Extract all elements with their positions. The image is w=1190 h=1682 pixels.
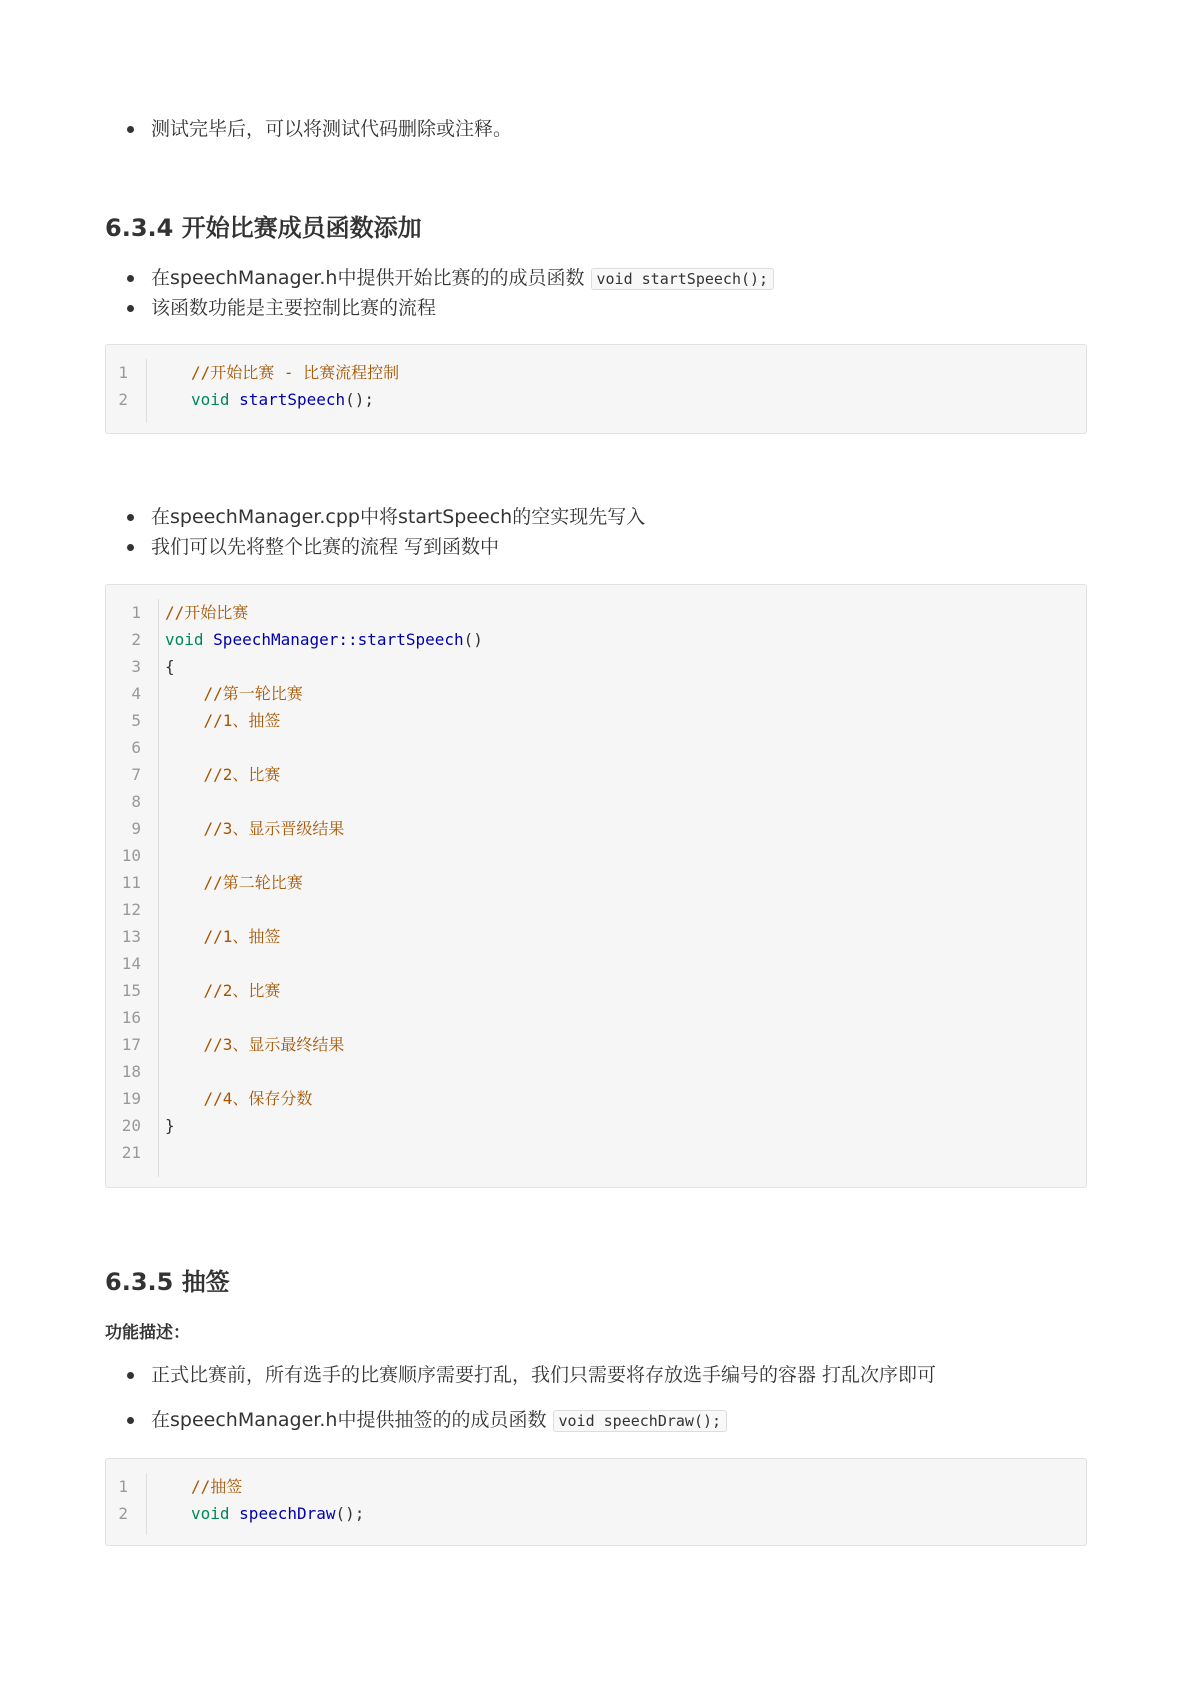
code-text: [165, 761, 280, 788]
inline-code: void speechDraw();: [553, 1410, 728, 1432]
code-text: [165, 680, 303, 707]
code-line: [106, 1031, 1086, 1058]
code-token: ();: [335, 1504, 365, 1523]
code-line: [106, 815, 1086, 842]
code-token: void: [165, 630, 214, 649]
code-text: [191, 359, 399, 386]
code-token: //4、保存分数: [165, 1089, 313, 1108]
code-token: //开始比赛 - 比赛流程控制: [191, 363, 400, 382]
line-number: 21: [121, 1143, 141, 1162]
line-number: 12: [121, 900, 141, 919]
line-number: 8: [131, 792, 141, 811]
code-token: void: [191, 1504, 240, 1523]
code-line: [106, 977, 1086, 1004]
code-line: [106, 788, 1086, 815]
code-text: [191, 1473, 242, 1500]
code-text: [191, 386, 374, 413]
line-number: 2: [131, 630, 141, 649]
code-line: [106, 1473, 1086, 1500]
list-item: 在speechManager.h中提供抽签的的成员函数 void speechDraw();: [105, 1405, 936, 1435]
code-token: //抽签: [191, 1477, 243, 1496]
code-token: void: [191, 390, 240, 409]
code-line: [106, 359, 1086, 386]
list-item: 正式比赛前，所有选手的比赛顺序需要打乱，我们只需要将存放选手编号的容器 打乱次序即可: [105, 1360, 936, 1390]
line-number: 5: [131, 711, 141, 730]
list-item: 测试完毕后，可以将测试代码删除或注释。: [105, 114, 512, 144]
code-text: [165, 653, 175, 680]
function-description-label: 功能描述：: [105, 1323, 190, 1343]
code-line: [106, 869, 1086, 896]
code-line: [106, 599, 1086, 626]
code-text: [165, 1112, 175, 1139]
line-number: 17: [121, 1035, 141, 1054]
section-heading-6-3-4: 6.3.4 开始比赛成员函数添加: [105, 214, 422, 242]
line-number: 9: [131, 819, 141, 838]
list-item: 我们可以先将整个比赛的流程 写到函数中: [105, 532, 645, 562]
code-line: [106, 842, 1086, 869]
list-item: 在speechManager.cpp中将startSpeech的空实现先写入: [105, 502, 645, 532]
line-number: 20: [121, 1116, 141, 1135]
code-line: [106, 626, 1086, 653]
list-item: 该函数功能是主要控制比赛的流程: [105, 293, 774, 323]
code-line: [106, 707, 1086, 734]
code-text: [165, 923, 280, 950]
section-635-list: [105, 1360, 936, 1435]
code-line: [106, 653, 1086, 680]
code-line: [106, 1139, 1086, 1166]
line-number: 11: [121, 873, 141, 892]
code-line: [106, 1112, 1086, 1139]
code-text: [165, 815, 344, 842]
code-text: [165, 626, 483, 653]
code-line: [106, 680, 1086, 707]
code-token: speechDraw: [239, 1504, 336, 1523]
code-line: [106, 734, 1086, 761]
list-item: 在speechManager.h中提供开始比赛的的成员函数 void startSpeech();: [105, 263, 774, 293]
code-line: [106, 923, 1086, 950]
line-number: 6: [131, 738, 141, 757]
code-line: [106, 1004, 1086, 1031]
code-text: [165, 1031, 344, 1058]
code-line: [106, 896, 1086, 923]
code-token: //第二轮比赛: [165, 873, 303, 892]
code-token: //3、显示最终结果: [165, 1035, 345, 1054]
code-line: [106, 761, 1086, 788]
code-token: //开始比赛: [165, 603, 249, 622]
code-block-1: [105, 344, 1087, 434]
section-634-list-a: [105, 263, 774, 323]
line-number: 15: [121, 981, 141, 1000]
code-block-2: [105, 584, 1087, 1188]
code-token: (): [463, 630, 483, 649]
line-number: 2: [118, 1504, 128, 1523]
code-line: [106, 1085, 1086, 1112]
code-text: [165, 599, 248, 626]
code-token: startSpeech: [239, 390, 346, 409]
line-number: 18: [121, 1062, 141, 1081]
code-token: //第一轮比赛: [165, 684, 303, 703]
code-line: [106, 950, 1086, 977]
line-number: 1: [118, 1477, 128, 1496]
line-number: 14: [121, 954, 141, 973]
code-line: [106, 1500, 1086, 1527]
line-number: 16: [121, 1008, 141, 1027]
code-token: {: [165, 657, 175, 676]
code-line: [106, 386, 1086, 413]
line-number: 1: [118, 363, 128, 382]
code-block-1-body: [106, 359, 1086, 423]
line-number: 1: [131, 603, 141, 622]
code-token: ();: [345, 390, 375, 409]
code-text: [191, 1500, 364, 1527]
code-block-3: [105, 1458, 1087, 1546]
code-text: [165, 869, 303, 896]
section-heading-6-3-5: 6.3.5 抽签: [105, 1268, 230, 1296]
code-token: //2、比赛: [165, 765, 281, 784]
line-number: 3: [131, 657, 141, 676]
line-number: 7: [131, 765, 141, 784]
line-number: 10: [121, 846, 141, 865]
line-number: 19: [121, 1089, 141, 1108]
code-token: //1、抽签: [165, 711, 281, 730]
code-text: [165, 977, 280, 1004]
code-block-3-body: [106, 1473, 1086, 1535]
code-text: [165, 1085, 312, 1112]
code-token: //1、抽签: [165, 927, 281, 946]
code-line: [106, 1058, 1086, 1085]
code-token: }: [165, 1116, 175, 1135]
code-token: SpeechManager::startSpeech: [213, 630, 464, 649]
code-block-2-body: [106, 599, 1086, 1177]
line-number: 2: [118, 390, 128, 409]
code-text: [165, 707, 280, 734]
intro-list: [105, 114, 512, 144]
line-number: 13: [121, 927, 141, 946]
line-number: 4: [131, 684, 141, 703]
code-token: //2、比赛: [165, 981, 281, 1000]
inline-code: void startSpeech();: [591, 268, 775, 290]
code-token: //3、显示晋级结果: [165, 819, 345, 838]
section-634-list-b: [105, 502, 645, 562]
